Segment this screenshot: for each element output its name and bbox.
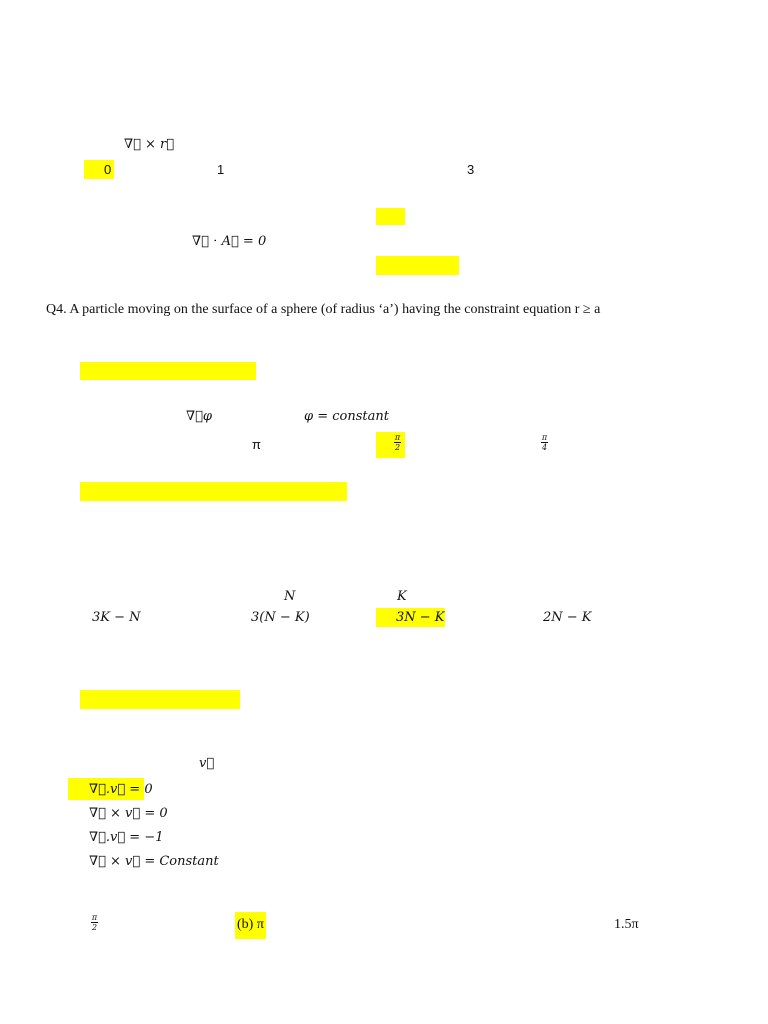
option-curl-v-constant: ∇⃗ × v⃗ = Constant	[89, 854, 219, 869]
option-zero: 0	[104, 162, 112, 177]
grad-phi-expression: ∇⃗φ	[186, 409, 212, 424]
highlight-block-1	[376, 208, 405, 225]
option-div-v-zero: ∇⃗.v⃗ = 0	[89, 782, 153, 797]
highlight-block-2	[376, 256, 459, 275]
pi-over-4-denominator: 4	[541, 443, 548, 452]
option-pi: π	[252, 437, 261, 452]
option-2n-minus-k: 2N − K	[543, 610, 592, 625]
phi-constant-expression: φ = constant	[304, 409, 389, 424]
pi-over-2-numerator: π	[91, 913, 98, 922]
option-a-pi-over-2	[91, 913, 98, 932]
pi-over-2-denominator: 2	[91, 923, 98, 932]
option-3k-minus-n: 3K − N	[92, 610, 141, 625]
highlight-block-3	[80, 362, 256, 380]
option-curl-v-zero: ∇⃗ × v⃗ = 0	[89, 806, 168, 821]
option-3n-minus-k: 3N − K	[396, 610, 445, 625]
pi-over-2-numerator: π	[394, 433, 401, 442]
pi-over-4-numerator: π	[541, 433, 548, 442]
highlight-block-5	[80, 690, 240, 709]
option-div-v-minus-one: ∇⃗.v⃗ = −1	[89, 830, 164, 845]
option-pi-over-2	[394, 433, 401, 452]
option-c-1-5-pi: 1.5π	[614, 917, 639, 932]
curl-r-expression: ∇⃗ × r⃗	[124, 137, 175, 152]
variable-k: K	[397, 589, 407, 604]
option-b-pi: (b) π	[237, 917, 264, 932]
div-a-expression: ∇⃗ ⋅ A⃗ = 0	[192, 234, 267, 249]
question-4-text: Q4. A particle moving on the surface of a sphere (of radius ‘a’) having the constraint equation r ≥ a	[46, 302, 601, 317]
vector-v: v⃗	[199, 756, 215, 771]
option-one: 1	[217, 162, 225, 177]
option-pi-over-4	[541, 433, 548, 452]
option-three: 3	[467, 162, 475, 177]
option-3-n-minus-k: 3(N − K)	[251, 610, 310, 625]
pi-over-2-denominator: 2	[394, 443, 401, 452]
highlight-block-4	[80, 482, 347, 501]
variable-n: N	[284, 589, 296, 604]
